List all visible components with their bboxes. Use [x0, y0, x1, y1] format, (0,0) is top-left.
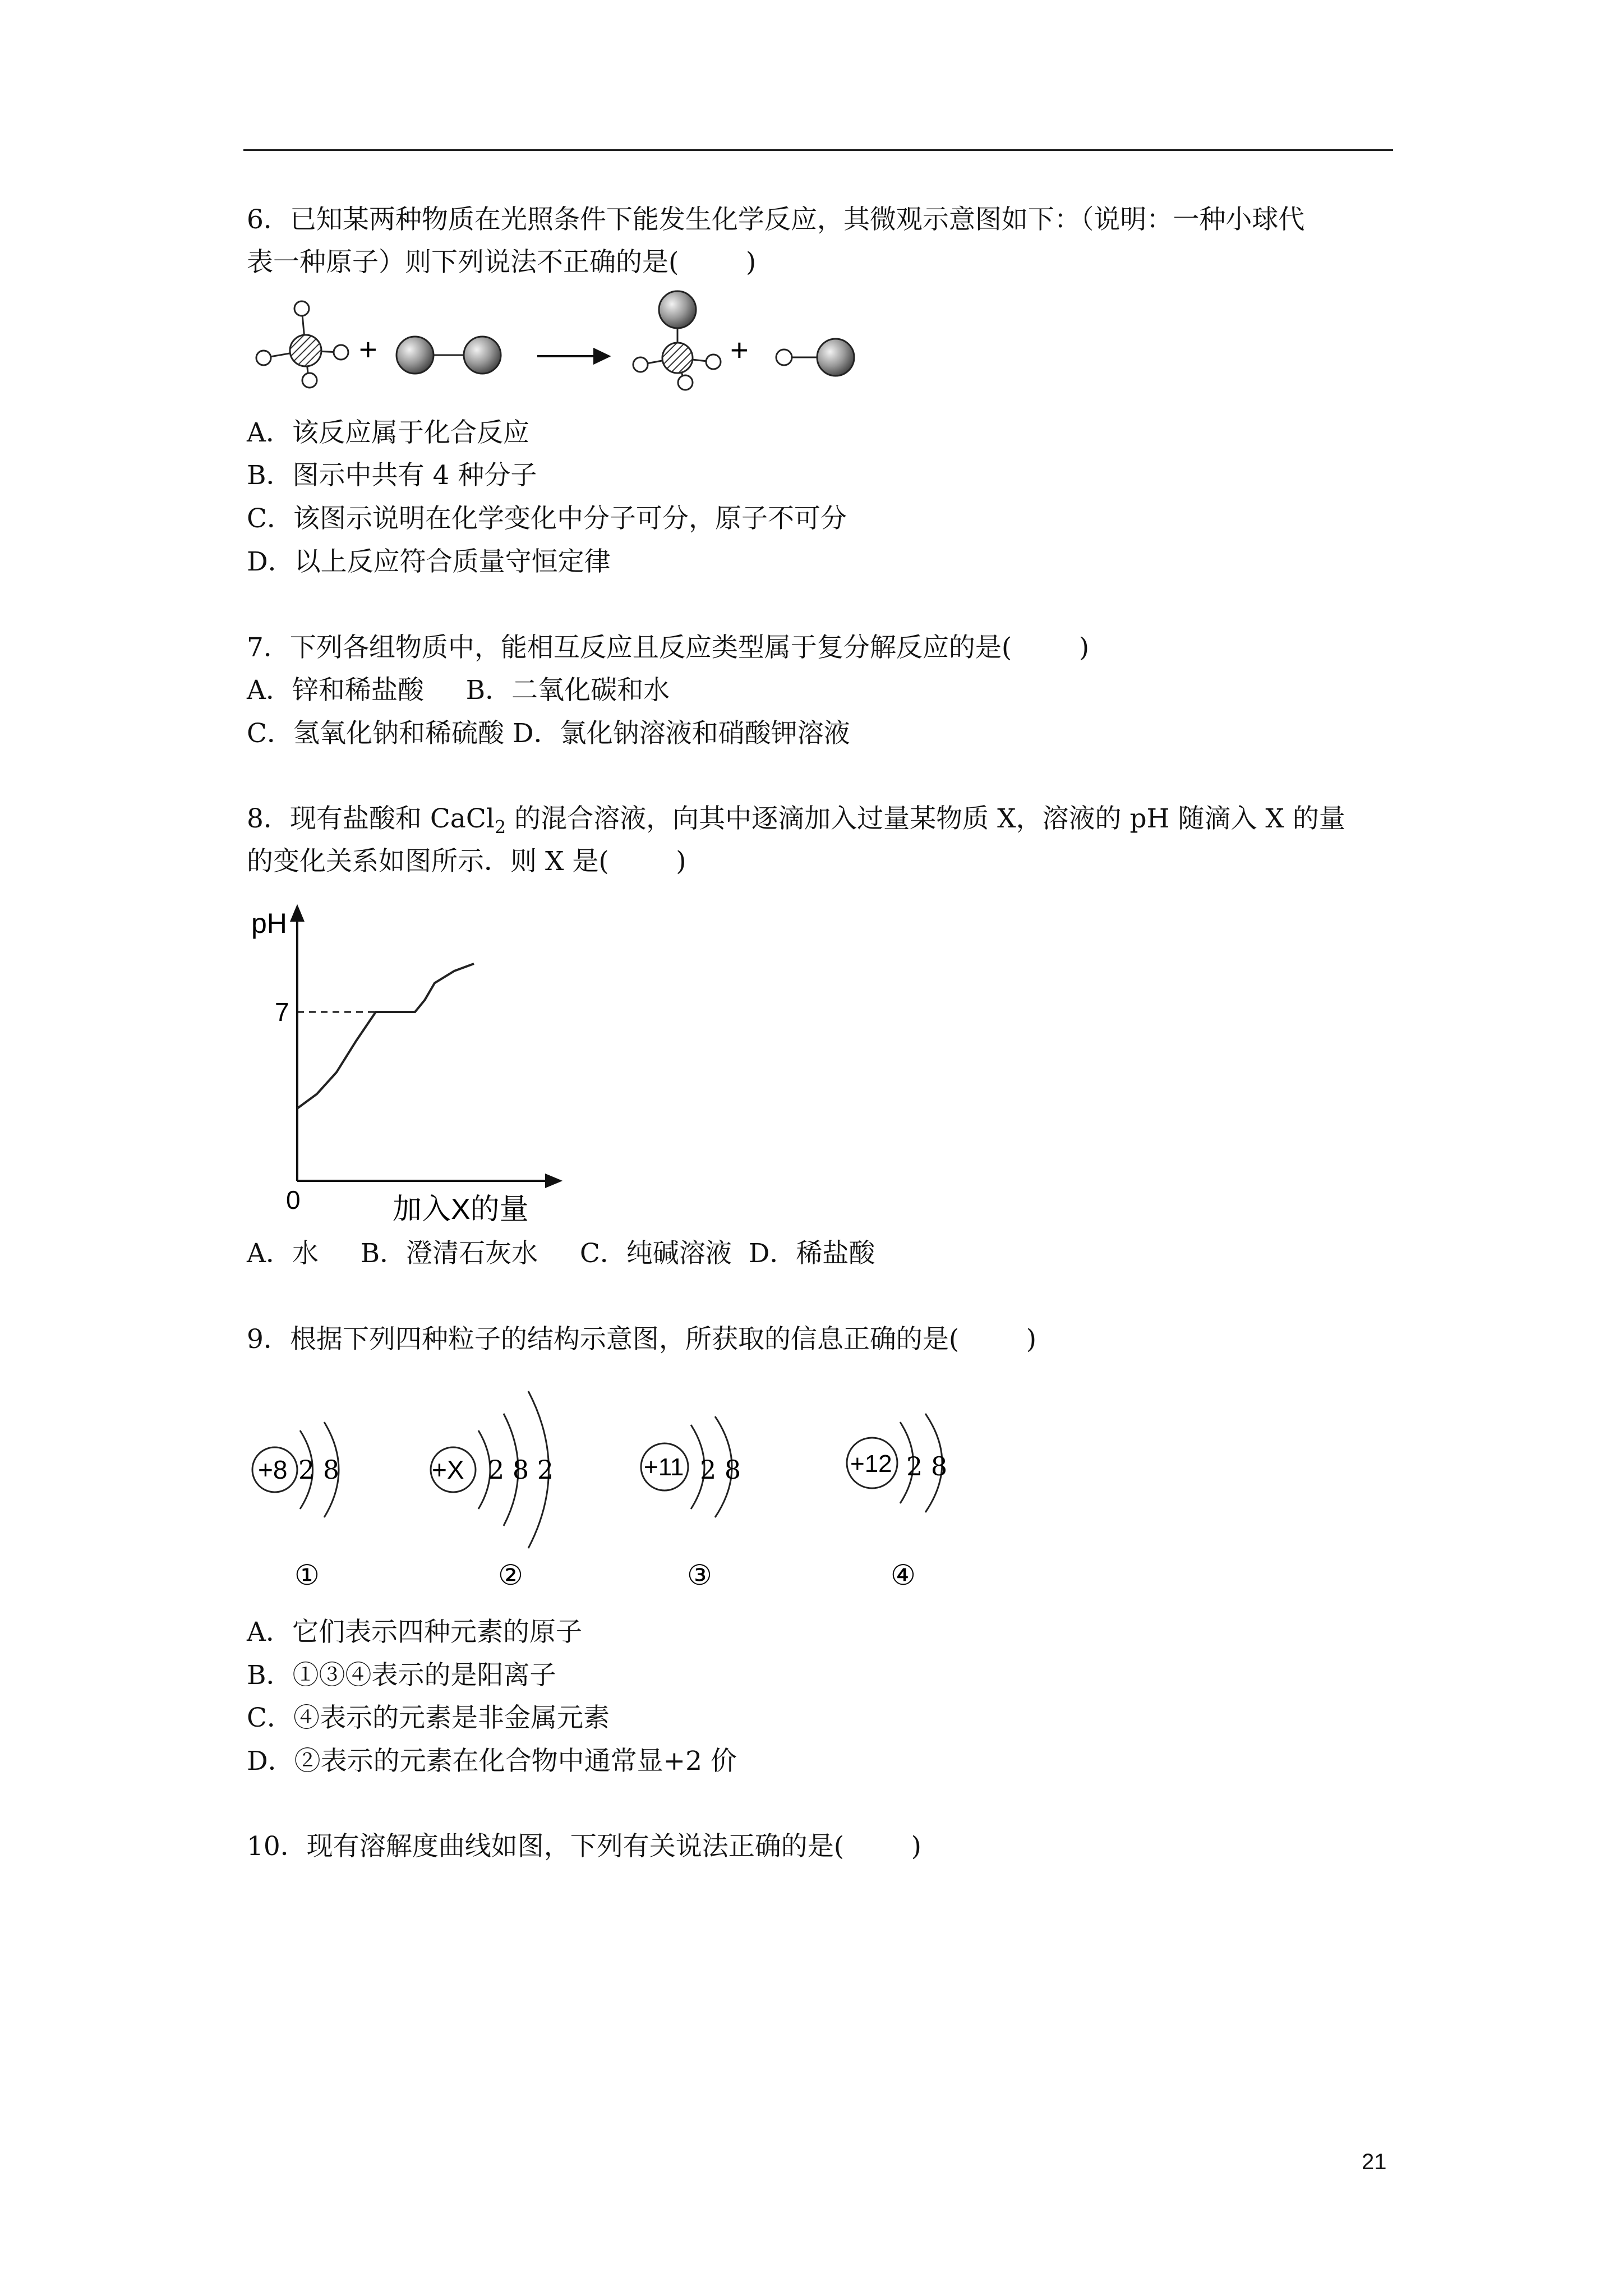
q7-options-line1: A．锌和稀盐酸 B．二氧化碳和水 [247, 675, 670, 706]
atom2-shells: 2 8 2 [488, 1455, 554, 1485]
atom2-nucleus: +X [432, 1455, 464, 1484]
q8-stem-line2: 的变化关系如图所示．则 X 是( ) [247, 846, 686, 877]
atom4-label: ④ [891, 1559, 916, 1591]
q8-stem-line1-a: 8．现有盐酸和 CaCl [247, 803, 495, 834]
reactant-molecule-2 [396, 337, 501, 374]
q9-stem: 9．根据下列四种粒子的结构示意图，所获取的信息正确的是( ) [247, 1324, 1037, 1355]
product-molecule-1 [633, 291, 721, 390]
y-axis-label: pH [251, 908, 287, 939]
q6-option-d: D．以上反应符合质量守恒定律 [247, 546, 611, 577]
q6-stem-line1: 6．已知某两种物质在光照条件下能发生化学反应，其微观示意图如下：（说明：一种小球代 [247, 204, 1305, 235]
q9-option-a: A．它们表示四种元素的原子 [247, 1617, 582, 1648]
reaction-arrow [537, 349, 608, 363]
q6-stem-line2: 表一种原子）则下列说法不正确的是( ) [247, 247, 757, 278]
q6-molecule-diagram [241, 286, 886, 415]
q6-option-b: B．图示中共有 4 种分子 [247, 460, 537, 491]
q7-stem: 7．下列各组物质中，能相互反应且反应类型属于复分解反应的是( ) [247, 632, 1090, 663]
q8-subscript: 2 [494, 816, 506, 838]
page-number: 21 [1362, 2150, 1387, 2174]
x-axis-label: 加入X的量 [393, 1193, 529, 1226]
q9-atom-diagrams [241, 1369, 998, 1616]
q8-ph-chart [241, 900, 578, 1226]
q8-stem-line1 [247, 802, 1345, 844]
plus-sign-2: + [730, 332, 749, 367]
chart-axes [292, 907, 560, 1186]
y-tick-7: 7 [275, 997, 289, 1027]
q9-option-c: C．④表示的元素是非金属元素 [247, 1703, 610, 1733]
q6-option-c: C．该图示说明在化学变化中分子可分，原子不可分 [247, 503, 847, 534]
reactant-molecule-1 [256, 301, 348, 388]
atom3-nucleus: +11 [644, 1453, 684, 1481]
q9-option-b: B．①③④表示的是阳离子 [247, 1660, 556, 1691]
atom2-label: ② [498, 1559, 523, 1591]
atom1-label: ① [294, 1559, 320, 1591]
q6-option-a: A．该反应属于化合反应 [247, 417, 529, 448]
q8-options: A．水 B．澄清石灰水 C．纯碱溶液 D．稀盐酸 [247, 1238, 875, 1269]
q10-stem: 10．现有溶解度曲线如图，下列有关说法正确的是( ) [247, 1831, 921, 1862]
origin-label: 0 [286, 1185, 301, 1214]
atom3-label: ③ [687, 1559, 712, 1591]
header-rule [243, 149, 1393, 151]
atom1-nucleus: +8 [258, 1455, 288, 1484]
plus-sign-1: + [359, 332, 377, 367]
atom4-shells: 2 8 [906, 1451, 948, 1481]
atom1-shells: 2 8 [298, 1455, 340, 1485]
atom3-shells: 2 8 [700, 1455, 741, 1485]
product-molecule-2 [776, 339, 854, 376]
atom4-nucleus: +12 [850, 1450, 892, 1478]
ph-curve [297, 964, 474, 1108]
q7-options-line2: C．氢氧化钠和稀硫酸 D．氯化钠溶液和硝酸钾溶液 [247, 718, 850, 749]
q8-stem-line1-b: 的混合溶液，向其中逐滴加入过量某物质 X，溶液的 pH 随滴入 X 的量 [506, 803, 1345, 834]
q9-option-d: D．②表示的元素在化合物中通常显+2 价 [247, 1746, 737, 1777]
